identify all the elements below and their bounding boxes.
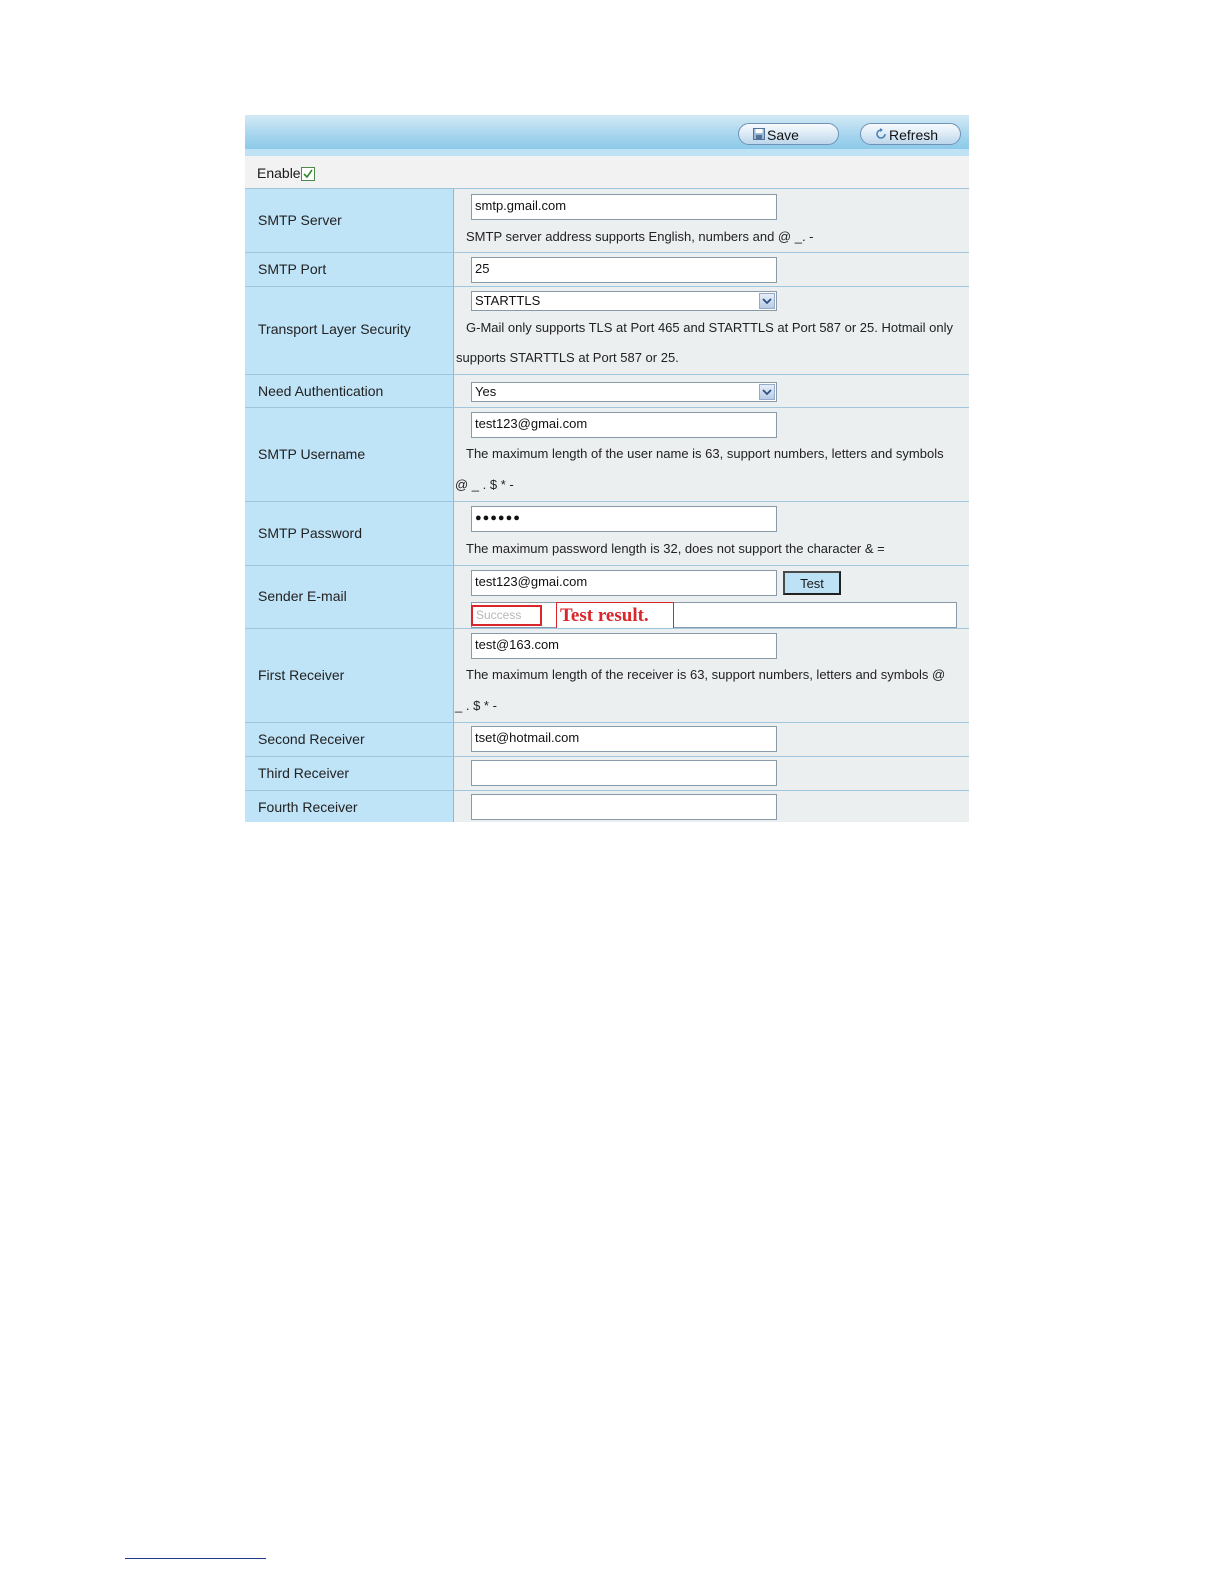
enable-row [245,156,969,188]
first-receiver-input[interactable]: test@163.com [471,633,777,659]
refresh-icon [875,128,887,140]
tls-hint-line1: G-Mail only supports TLS at Port 465 and STARTTLS at Port 587 or 25. Hotmail only [466,320,954,335]
enable-label: Enable [257,165,301,181]
enable-checkbox[interactable] [301,167,315,181]
row-smtp-password [245,501,969,565]
third-receiver-label: Third Receiver [258,765,350,781]
sender-email-input[interactable]: test123@gmai.com [471,570,777,596]
smtp-password-input[interactable]: ●●●●●● [471,506,777,532]
tls-hint-line2: supports STARTTLS at Port 587 or 25. [456,350,679,365]
first-receiver-label: First Receiver [258,667,345,683]
row-smtp-port [245,252,969,286]
row-first-receiver [245,628,969,722]
need-auth-label: Need Authentication [258,383,384,399]
smtp-password-label: SMTP Password [258,525,362,541]
smtp-username-hint-line2: @ _ . $ * - [455,477,514,492]
footnote-rule [125,1558,266,1559]
chevron-down-icon[interactable] [759,293,775,309]
second-receiver-input[interactable]: tset@hotmail.com [471,726,777,752]
fourth-receiver-input[interactable] [471,794,777,820]
second-receiver-label: Second Receiver [258,731,365,747]
test-result-value: Success [471,605,542,626]
row-sender-email [245,565,969,628]
row-third-receiver [245,756,969,790]
sender-email-label: Sender E-mail [258,588,347,604]
row-fourth-receiver [245,790,969,822]
smtp-port-input[interactable]: 25 [471,257,777,283]
chevron-down-icon[interactable] [759,384,775,400]
need-auth-select[interactable] [471,382,777,402]
tls-label: Transport Layer Security [258,321,411,337]
fourth-receiver-label: Fourth Receiver [258,799,358,815]
save-label: Save [767,127,799,143]
smtp-server-input[interactable]: smtp.gmail.com [471,194,777,220]
smtp-username-label: SMTP Username [258,446,366,462]
need-auth-selected: Yes [475,384,497,399]
test-result-field [471,602,957,628]
check-icon [302,168,314,180]
first-receiver-hint-line1: The maximum length of the receiver is 63, support numbers, letters and symbols @ [466,667,946,682]
refresh-button[interactable] [860,123,961,145]
row-smtp-server [245,188,969,252]
save-button[interactable] [738,123,839,145]
smtp-password-hint: The maximum password length is 32, does not support the character & = [466,541,885,556]
email-settings-panel [245,115,969,822]
row-need-auth [245,374,969,408]
tls-select[interactable] [471,291,777,311]
toolbar [245,115,969,150]
tls-selected: STARTTLS [475,293,541,308]
row-second-receiver [245,722,969,756]
row-tls [245,286,969,374]
test-result-annotation: Test result. [556,602,674,629]
save-icon [753,128,765,140]
smtp-username-input[interactable]: test123@gmai.com [471,412,777,438]
test-button[interactable]: Test [783,571,841,595]
smtp-server-hint: SMTP server address supports English, numbers and @ _. - [466,229,814,244]
smtp-port-label: SMTP Port [258,261,327,277]
row-smtp-username [245,407,969,501]
refresh-label: Refresh [889,127,939,143]
first-receiver-hint-line2: _ . $ * - [455,698,497,713]
smtp-server-label: SMTP Server [258,212,342,228]
third-receiver-input[interactable] [471,760,777,786]
smtp-username-hint-line1: The maximum length of the user name is 63, support numbers, letters and symbols [466,446,944,461]
toolbar-stripe [245,149,969,156]
